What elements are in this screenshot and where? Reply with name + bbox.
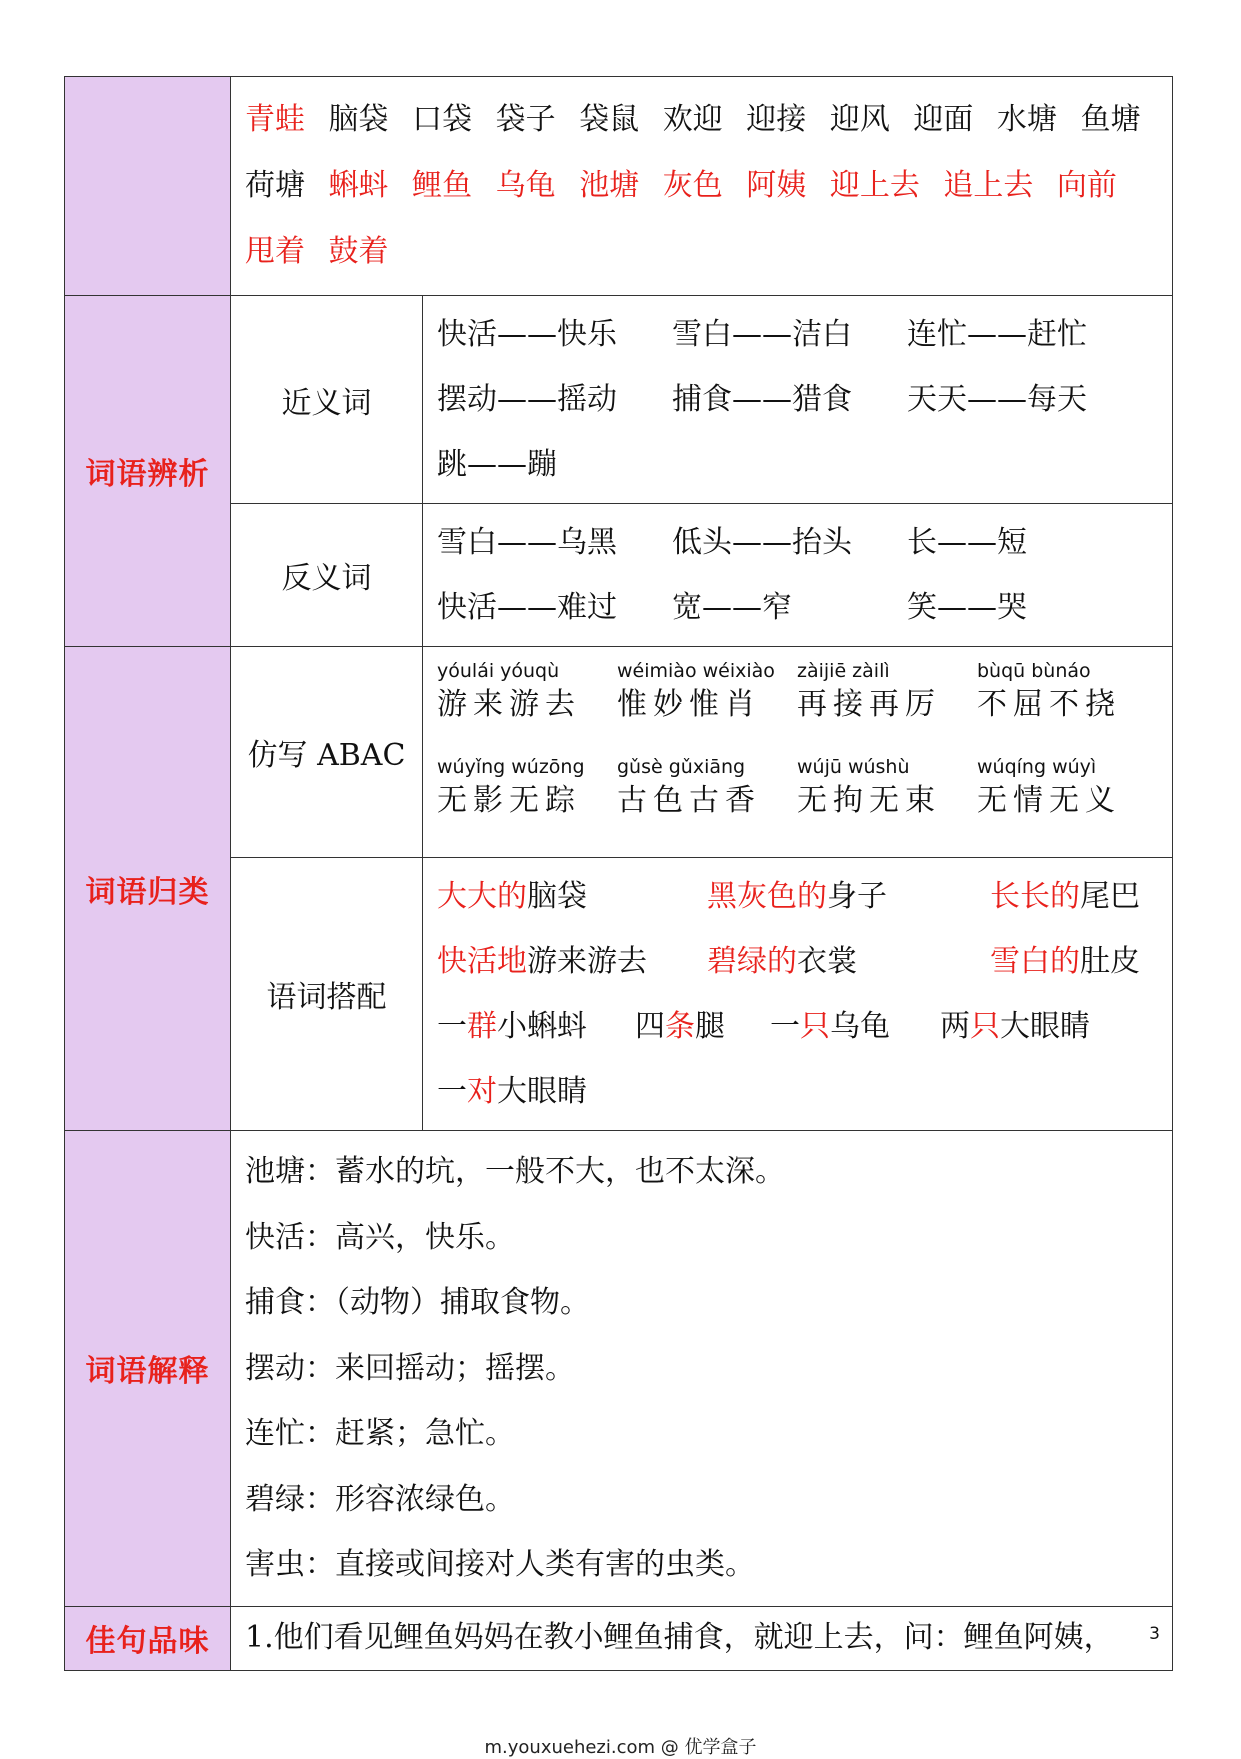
abac-row — [437, 657, 1172, 753]
synonym-pair: 天天——每天 — [907, 382, 1087, 417]
vocab-word: 向前 — [1056, 168, 1117, 203]
collocation-measure-item — [437, 1059, 635, 1124]
collocation-noun: 肚皮 — [1080, 944, 1140, 979]
vocab-word: 追上去 — [943, 168, 1034, 203]
synonym-pair: 雪白——洁白 — [672, 317, 852, 352]
vocab-word: 鱼塘 — [1080, 102, 1141, 137]
collocation-number: 两 — [940, 1009, 970, 1044]
analysis-label: 词语辨析 — [65, 296, 231, 647]
abac-item — [437, 657, 617, 753]
definition-line: 捕食：（动物）捕取食物。 — [245, 1285, 590, 1320]
vocab-word: 蝌蚪 — [328, 168, 389, 203]
vocab-word: 鼓着 — [328, 234, 389, 269]
abac-word: 游来游去 — [437, 687, 581, 722]
vocab-word: 灰色 — [662, 168, 723, 203]
abac-pinyin: wúqíng wúyì — [977, 756, 1097, 778]
antonym-pair: 宽——窄 — [672, 590, 792, 625]
collocation-modifier: 快活地 — [437, 944, 527, 979]
classify-label: 词语归类 — [65, 647, 231, 1131]
abac-item — [617, 753, 797, 849]
collocation-modifier: 雪白的 — [990, 944, 1080, 979]
collocation-measure-word: 只 — [970, 1009, 1000, 1044]
collocation-noun: 大眼睛 — [1000, 1009, 1090, 1044]
vocab-word: 迎风 — [829, 102, 890, 137]
antonym-row — [437, 510, 1172, 575]
collocation-item — [437, 864, 707, 929]
synonym-pair: 连忙——赶忙 — [907, 317, 1087, 352]
vocab-label-cell — [65, 77, 231, 296]
collocation-item — [707, 864, 990, 929]
sentence-cell — [231, 1606, 1173, 1670]
abac-word: 再接再厉 — [797, 687, 941, 722]
vocab-word: 水塘 — [996, 102, 1057, 137]
collocation-measure-word: 只 — [800, 1009, 830, 1044]
synonym-row — [437, 302, 1172, 367]
definition-line: 连忙：赶紧；急忙。 — [245, 1416, 515, 1451]
antonym-pair: 低头——抬头 — [672, 525, 852, 560]
vocab-word: 袋子 — [495, 102, 556, 137]
antonyms-list — [423, 504, 1172, 646]
vocab-word: 阿姨 — [746, 168, 807, 203]
vocab-word: 口袋 — [412, 102, 473, 137]
explain-row — [65, 1131, 1173, 1607]
collocation-line — [437, 994, 1172, 1059]
collocation-item — [990, 864, 1140, 929]
abac-word: 古色古香 — [617, 783, 761, 818]
explain-cell — [231, 1131, 1173, 1607]
abac-word: 不屈不挠 — [977, 687, 1121, 722]
synonym-pair: 摆动——摇动 — [437, 382, 617, 417]
collocation-item — [990, 929, 1140, 994]
antonym-row — [437, 575, 1172, 640]
vocab-word: 迎面 — [913, 102, 974, 137]
collocation-noun: 脑袋 — [527, 879, 587, 914]
abac-pinyin: bùqū bùnáo — [977, 660, 1091, 682]
abac-word: 惟妙惟肖 — [617, 687, 761, 722]
definition-line: 快活：高兴，快乐。 — [245, 1219, 515, 1255]
collocation-cell — [423, 858, 1173, 1131]
synonym-pair: 快活——快乐 — [437, 317, 617, 352]
abac-pinyin: wúyǐng wúzōng — [437, 756, 585, 778]
worksheet-table — [64, 76, 1173, 1671]
collocation-measure-word: 群 — [467, 1009, 497, 1044]
synonyms-row — [65, 296, 1173, 504]
abac-item — [797, 753, 977, 849]
collocation-modifier: 长长的 — [990, 879, 1080, 914]
collocation-number: 一 — [437, 1009, 467, 1044]
abac-pinyin: wújū wúshù — [797, 756, 910, 778]
collocation-measure-item — [635, 994, 770, 1059]
abac-list — [423, 647, 1172, 857]
antonyms-row — [65, 504, 1173, 647]
abac-item — [437, 753, 617, 849]
vocab-word: 欢迎 — [662, 102, 723, 137]
vocab-word-list — [231, 77, 1172, 295]
collocation-modifier: 黑灰色的 — [707, 879, 827, 914]
abac-pinyin: gǔsè gǔxiāng — [617, 756, 746, 778]
collocation-measure-word: 对 — [467, 1074, 497, 1109]
collocation-modifier: 大大的 — [437, 879, 527, 914]
abac-row — [437, 753, 1172, 849]
collocation-noun: 身子 — [827, 879, 887, 914]
footer-watermark: m.youxuehezi.com @ 优学盒子 — [484, 1737, 757, 1758]
synonym-row — [437, 432, 1172, 497]
collocation-line — [437, 1059, 1172, 1124]
vocab-word: 池塘 — [579, 168, 640, 203]
vocab-word: 青蛙 — [245, 102, 305, 137]
sentence-row — [65, 1606, 1173, 1670]
synonyms-list — [423, 296, 1172, 503]
vocab-word: 乌龟 — [495, 168, 556, 203]
collocation-measure-item — [437, 994, 635, 1059]
vocab-cell — [231, 77, 1173, 296]
definition-line: 池塘：蓄水的坑，一般不大，也不太深。 — [245, 1154, 785, 1189]
abac-item — [797, 657, 977, 753]
collocation-number: 一 — [437, 1074, 467, 1109]
collocation-item — [707, 929, 990, 994]
vocab-row — [65, 77, 1173, 296]
collocation-noun: 游来游去 — [527, 944, 647, 979]
vocab-word: 脑袋 — [328, 102, 389, 137]
synonym-row — [437, 367, 1172, 432]
definition-line: 碧绿：形容浓绿色。 — [245, 1481, 515, 1517]
sentence-text: 1.他们看见鲤鱼妈妈在教小鲤鱼捕食，就迎上去，问：鲤鱼阿姨， — [245, 1620, 1114, 1655]
abac-item — [977, 753, 1157, 849]
vocab-word: 荷塘 — [245, 168, 305, 203]
collocation-noun: 衣裳 — [797, 944, 857, 979]
abac-pinyin: yóulái yóuqù — [437, 660, 560, 682]
collocation-measure-item — [770, 994, 940, 1059]
collocation-list — [423, 858, 1172, 1130]
abac-word: 无情无义 — [977, 783, 1121, 818]
abac-item — [617, 657, 797, 753]
abac-pinyin: zàijiē zàilì — [797, 660, 890, 682]
synonyms-label: 近义词 — [231, 296, 423, 504]
sentence-label: 佳句品味 — [65, 1606, 231, 1670]
collocation-noun: 小蝌蚪 — [497, 1009, 587, 1044]
abac-word: 无影无踪 — [437, 783, 581, 818]
explain-label: 词语解释 — [65, 1131, 231, 1607]
abac-pinyin: wéimiào wéixiào — [617, 660, 775, 682]
vocab-word: 迎上去 — [829, 168, 920, 203]
definition-line: 摆动：来回摇动；摇摆。 — [245, 1350, 575, 1386]
collocation-row — [65, 858, 1173, 1131]
collocation-number: 四 — [635, 1009, 665, 1044]
abac-item — [977, 657, 1157, 753]
collocation-number: 一 — [770, 1009, 800, 1044]
synonyms-cell — [423, 296, 1173, 504]
synonym-pair: 捕食——猎食 — [672, 382, 852, 417]
page-number: 3 — [1149, 1624, 1160, 1644]
collocation-measure-item — [940, 994, 1090, 1059]
collocation-noun: 大眼睛 — [497, 1074, 587, 1109]
collocation-label: 语词搭配 — [231, 858, 423, 1131]
abac-word: 无拘无束 — [797, 783, 941, 818]
collocation-noun: 乌龟 — [830, 1009, 890, 1044]
antonym-pair: 笑——哭 — [907, 590, 1027, 625]
vocab-word: 迎接 — [746, 102, 807, 137]
collocation-line — [437, 929, 1172, 994]
antonym-pair: 雪白——乌黑 — [437, 525, 617, 560]
antonym-pair: 长——短 — [907, 525, 1027, 560]
synonym-pair: 跳——蹦 — [437, 447, 557, 482]
vocab-word: 鲤鱼 — [412, 168, 473, 203]
collocation-modifier: 碧绿的 — [707, 944, 797, 979]
vocab-word: 袋鼠 — [579, 102, 640, 137]
collocation-noun: 尾巴 — [1080, 879, 1140, 914]
antonyms-label: 反义词 — [231, 504, 423, 647]
vocab-word: 甩着 — [245, 234, 305, 269]
abac-row — [65, 647, 1173, 858]
collocation-noun: 腿 — [695, 1009, 725, 1044]
abac-label: 仿写 ABAC — [231, 647, 423, 858]
collocation-line — [437, 864, 1172, 929]
antonyms-cell — [423, 504, 1173, 647]
abac-cell — [423, 647, 1173, 858]
collocation-measure-word: 条 — [665, 1009, 695, 1044]
definition-line: 害虫：直接或间接对人类有害的虫类。 — [245, 1547, 755, 1582]
antonym-pair: 快活——难过 — [437, 590, 617, 625]
explain-list — [231, 1131, 1172, 1606]
collocation-item — [437, 929, 707, 994]
